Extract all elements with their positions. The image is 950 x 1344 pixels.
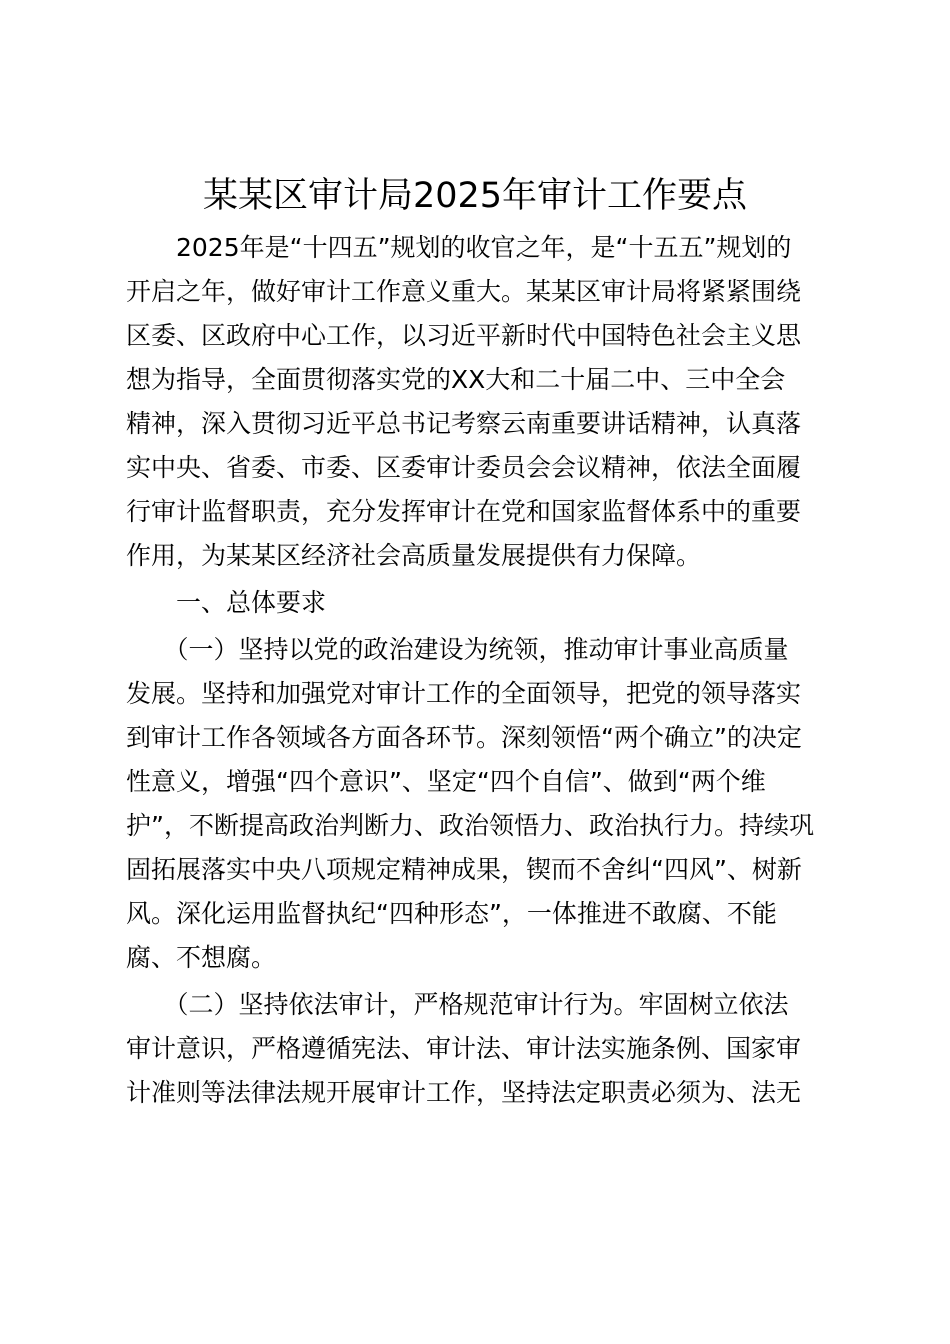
body-line: 到审计工作各领域各方面各环节。深刻领悟“两个确立”的决定 xyxy=(126,723,802,752)
body-line: 开启之年，做好审计工作意义重大。某某区审计局将紧紧围绕 xyxy=(126,277,802,306)
body-line: 性意义，增强“四个意识”、坚定“四个自信”、做到“两个维 xyxy=(126,767,766,796)
body-line: （二）坚持依法审计，严格规范审计行为。牢固树立依法 xyxy=(126,990,789,1019)
body-line: 实中央、省委、市委、区委审计委员会会议精神，依法全面履 xyxy=(126,453,802,482)
body-line: 区委、区政府中心工作，以习近平新时代中国特色社会主义思 xyxy=(126,321,802,350)
body-line: 发展。坚持和加强党对审计工作的全面领导，把党的领导落实 xyxy=(126,679,802,708)
body-line: 精神，深入贯彻习近平总书记考察云南重要讲话精神，认真落 xyxy=(126,409,802,438)
body-line: 作用，为某某区经济社会高质量发展提供有力保障。 xyxy=(126,541,702,570)
section-heading: 一、总体要求 xyxy=(126,588,327,617)
body-line: 护”，不断提高政治判断力、政治领悟力、政治执行力。持续巩 xyxy=(126,811,814,840)
document-body xyxy=(126,226,826,1115)
body-line: 计准则等法律法规开展审计工作，坚持法定职责必须为、法无 xyxy=(126,1078,802,1107)
body-line: 行审计监督职责，充分发挥审计在党和国家监督体系中的重要 xyxy=(126,497,802,526)
body-line: （一）坚持以党的政治建设为统领，推动审计事业高质量 xyxy=(126,635,789,664)
body-line: 风。深化运用监督执纪“四种形态”，一体推进不敢腐、不能 xyxy=(126,899,777,928)
body-line: 固拓展落实中央八项规定精神成果，锲而不舍纠“四风”、树新 xyxy=(126,855,802,884)
document-title: 某某区审计局2025年审计工作要点 xyxy=(202,176,748,216)
body-line: 2025年是“十四五”规划的收官之年，是“十五五”规划的 xyxy=(126,233,792,262)
body-line: 想为指导，全面贯彻落实党的XX大和二十届二中、三中全会 xyxy=(126,365,786,394)
body-line: 审计意识，严格遵循宪法、审计法、审计法实施条例、国家审 xyxy=(126,1034,802,1063)
body-line: 腐、不想腐。 xyxy=(126,943,277,972)
